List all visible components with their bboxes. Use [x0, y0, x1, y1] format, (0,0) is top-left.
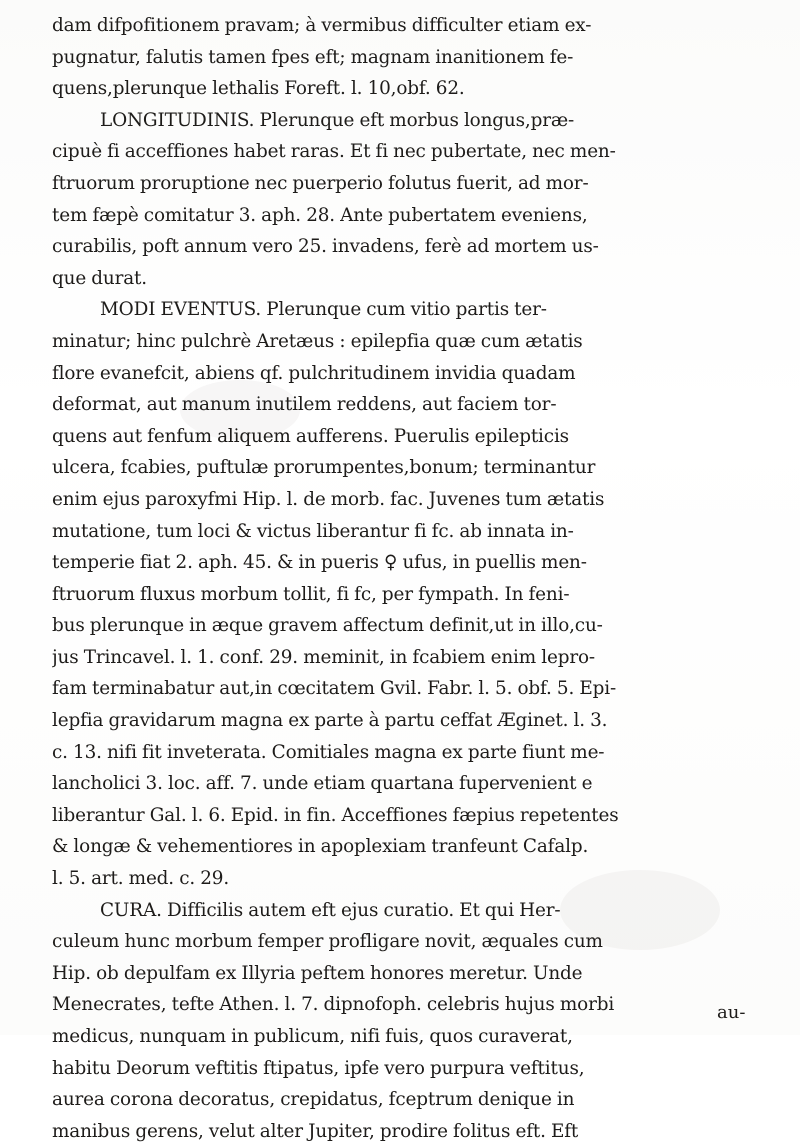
text-line: quens aut fenfum aliquem aufferens. Puerulis epilepticis	[52, 425, 569, 447]
text-line: culeum hunc morbum femper profligare novit, æquales cum	[52, 931, 603, 953]
text-line: medicus, nunquam in publicum, nifi fuis, quos curaverat,	[52, 1026, 573, 1047]
text-line: habitu Deorum veftitis ftipatus, ipfe vero purpura veftitus,	[52, 1057, 585, 1079]
text-line: temperie fiat 2. aph. 45. & in pueris ♀ ufus, in puellis men-	[52, 552, 587, 574]
text-line: cipuè fi acceffiones habet raras. Et fi nec pubertate, nec men-	[52, 141, 616, 163]
text-line: c. 13. nifi fit inveterata. Comitiales magna ex parte fiunt me-	[52, 741, 605, 763]
section-heading-modi-eventus: MODI EVENTUS. Plerunque cum vitio partis ter-	[100, 299, 547, 321]
text-line: que durat.	[52, 267, 147, 289]
catchword: au-	[717, 1002, 746, 1023]
text-line: dam difpofitionem pravam; à vermibus difficulter etiam ex-	[52, 15, 592, 36]
text-line: & longæ & vehementiores in apoplexiam tranfeunt Cafalp.	[52, 836, 589, 858]
text-line: liberantur Gal. l. 6. Epid. in fin. Acceffiones fæpius repetentes	[52, 804, 619, 826]
text-line: pugnatur, falutis tamen fpes eft; magnam inanitionem fe-	[52, 46, 574, 68]
text-line: mutatione, tum loci & victus liberantur fi fc. ab innata in-	[52, 520, 574, 542]
text-line: minatur; hinc pulchrè Aretæus : epilepfia quæ cum ætatis	[52, 330, 583, 352]
section-heading-longitudinis: LONGITUDINIS. Plerunque eft morbus longus,præ-	[100, 109, 575, 131]
text-line: lancholici 3. loc. aff. 7. unde etiam quartana fupervenient e	[52, 773, 593, 795]
text-line: aurea corona decoratus, crepidatus, fceptrum denique in	[52, 1089, 575, 1111]
text-line: manibus gerens, velut alter Jupiter, prodire folitus eft. Eft	[52, 1120, 579, 1142]
text-line: ulcera, fcabies, puftulæ prorumpentes,bonum; terminantur	[52, 457, 596, 479]
text-line: ftruorum fluxus morbum tollit, fi fc, per fympath. In feni-	[52, 583, 570, 605]
text-line: flore evanefcit, abiens qf. pulchritudinem invidia quadam	[52, 362, 576, 384]
section-heading-cura: CURA. Difficilis autem eft ejus curatio. Et qui Her-	[100, 899, 561, 921]
text-line: fam terminabatur aut,in cœcitatem Gvil. Fabr. l. 5. obf. 5. Epi-	[52, 678, 617, 700]
text-line: Menecrates, tefte Athen. l. 7. dipnofoph. celebris hujus morbi	[52, 994, 615, 1016]
text-line: quens,plerunque lethalis Foreft. l. 10,obf. 62.	[52, 78, 465, 100]
text-line: enim ejus paroxyfmi Hip. l. de morb. fac. Juvenes tum ætatis	[52, 488, 605, 510]
text-line: l. 5. art. med. c. 29.	[52, 868, 230, 890]
text-line: curabilis, poft annum vero 25. invadens, ferè ad mortem us-	[52, 236, 599, 258]
text-line: tem fæpè comitatur 3. aph. 28. Ante pubertatem eveniens,	[52, 204, 588, 226]
text-line: ftruorum proruptione nec puerperio folutus fuerit, ad mor-	[52, 172, 589, 194]
text-line: deformat, aut manum inutilem reddens, aut faciem tor-	[52, 394, 557, 416]
text-line: Hip. ob depulfam ex Illyria peftem honores meretur. Unde	[52, 962, 583, 984]
body-text	[52, 10, 772, 1147]
text-line: lepfia gravidarum magna ex parte à partu ceffat Æginet. l. 3.	[52, 710, 608, 732]
text-line: bus plerunque in æque gravem affectum definit,ut in illo,cu-	[52, 615, 603, 637]
text-line: jus Trincavel. l. 1. conf. 29. meminit, in fcabiem enim lepro-	[52, 646, 595, 668]
